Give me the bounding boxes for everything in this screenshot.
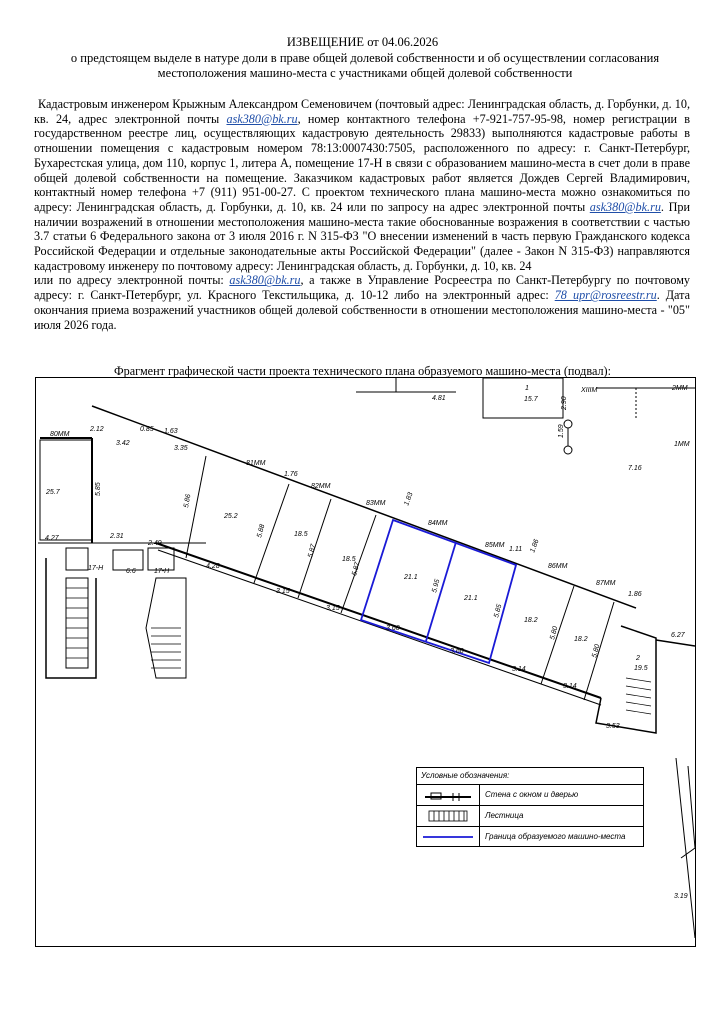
dimension-label: 5.87 bbox=[351, 561, 362, 577]
dimension-label: 83ММ bbox=[366, 500, 386, 507]
text-segment: Кадастровым инженером Крыжным Александром Семеновичем (почтовый адрес: Ленинградская область, д. Горбунки, д. 10, кв. 24, адрес электронной почты bbox=[34, 97, 690, 126]
dimension-label: 2ММ bbox=[672, 385, 688, 392]
text-segment: или по адресу электронной почты: bbox=[34, 273, 230, 288]
dimension-label: 5.95 bbox=[431, 578, 442, 594]
dimension-label: 17-Н bbox=[88, 565, 104, 572]
text-segment: . При наличии возражений в отношении местоположения машино-места такие обоснованные возражения в соответствии с частью 3.7 статьи 6 Федерального закона от 3 июля 2016 г. N 315-ФЗ "О внесении изменений в часть первую Гражданского кодекса Российской Федерации и отдельные законодательные акты Российской Федерации" (далее - Закон N 315-ФЗ) направляются кадастровому инженеру по почтовому адресу: Ленинградская область, д. Горбунки, д. 10, кв. 24 bbox=[34, 199, 691, 273]
dimension-label: 4.28 bbox=[206, 563, 220, 570]
dimension-label: 1.86 bbox=[529, 538, 541, 554]
dimension-label: 18.2 bbox=[524, 617, 538, 624]
dimension-label: 5.80 bbox=[591, 643, 602, 659]
dimension-label: 21.1 bbox=[464, 595, 478, 602]
dimension-label: 25.2 bbox=[224, 513, 238, 520]
dimension-label: 3.14 bbox=[512, 666, 526, 673]
legend-row bbox=[417, 826, 643, 847]
dimension-label: 5.87 bbox=[307, 543, 318, 559]
room-number: 2 bbox=[636, 655, 640, 662]
dimension-label: 1.76 bbox=[284, 471, 298, 478]
dimension-label: 2.90 bbox=[561, 396, 568, 410]
room-outline bbox=[483, 378, 563, 418]
legend-row bbox=[417, 784, 643, 805]
email-link[interactable]: ask380@bk.ru bbox=[589, 199, 661, 214]
dimension-label: 3.60 bbox=[450, 648, 464, 655]
dimension-label: 4.27 bbox=[45, 535, 59, 542]
dimension-label: 80ММ bbox=[50, 431, 70, 438]
dimension-label: 87ММ bbox=[596, 580, 616, 587]
paragraph-2 bbox=[34, 273, 690, 332]
dimension-label: 5.85 bbox=[95, 482, 102, 496]
dimension-label: 19.5 bbox=[634, 665, 648, 672]
dimension-label: 1.11 bbox=[509, 546, 523, 553]
dimension-label: 18.2 bbox=[574, 636, 588, 643]
text-segment: , а также в Управление Росреестра по Санкт-Петербургу по почтовому адресу: г. Санкт-Петербург, ул. Красного Текстильщика, д. 10-12 либо на электронный адрес: bbox=[34, 273, 690, 303]
dimension-label: 25.7 bbox=[46, 489, 60, 496]
dimension-label: 3.60 bbox=[386, 625, 400, 632]
boundary-line-icon bbox=[417, 827, 480, 847]
notice-title: ИЗВЕЩЕНИЕ от 04.06.2026 bbox=[286, 35, 439, 49]
dimension-label: 86ММ bbox=[548, 563, 568, 570]
email-link[interactable]: 78_upr@rosreestr.ru bbox=[554, 288, 657, 303]
dimension-label: 15.7 bbox=[524, 396, 538, 403]
dimension-label: 1.86 bbox=[628, 591, 642, 598]
legend-label: Стена с окном и дверью bbox=[485, 790, 579, 799]
stairs-icon bbox=[417, 806, 480, 826]
plan-legend bbox=[416, 767, 644, 847]
dimension-label: 3.19 bbox=[674, 893, 688, 900]
dimension-label: 6.27 bbox=[671, 632, 685, 639]
dimension-label: 3.53 bbox=[606, 723, 620, 730]
dimension-label: 6.6 bbox=[126, 568, 136, 575]
dimension-label: 81ММ bbox=[246, 460, 266, 467]
dimension-label: 4.81 bbox=[432, 395, 446, 402]
paragraph-1 bbox=[34, 97, 690, 273]
dimension-label: 85ММ bbox=[485, 542, 505, 549]
dimension-label: XIIIМ bbox=[581, 387, 598, 394]
plan-caption: Фрагмент графической части проекта технического плана образуемого машино-места (подвал): bbox=[113, 364, 611, 378]
legend-label: Лестница bbox=[485, 811, 524, 820]
dimension-label: 21.1 bbox=[404, 574, 418, 581]
dimension-label: 17-Н bbox=[154, 568, 170, 575]
dimension-label: 3.42 bbox=[116, 440, 130, 447]
dimension-label: 3.15 bbox=[326, 605, 340, 612]
dimension-label: 82ММ bbox=[311, 483, 331, 490]
dimension-label: 18.5 bbox=[294, 531, 308, 538]
dimension-label: 7.16 bbox=[628, 465, 642, 472]
dimension-label: 1.63 bbox=[164, 428, 178, 435]
floor-plan bbox=[35, 377, 696, 947]
text-segment: . Дата окончания приема возражений участников общей долевой собственности в отношении местоположения машино-места - "05" июля 2026 года. bbox=[34, 288, 690, 332]
dimension-label: 18.5 bbox=[342, 556, 356, 563]
notice-subtitle: о предстоящем выделе в натуре доли в праве общей долевой собственности и об осуществлении согласования местоположения машино-места с участниками общей долевой собственности bbox=[70, 51, 660, 80]
dimension-label: 84ММ bbox=[428, 520, 448, 527]
text-segment: , номер контактного телефона +7-921-757-95-98, номер регистрации в государственном реестре лиц, осуществляющих кадастровую деятельность 29833) выполняются кадастровые работы в отношении помещения с кадастровым номером 78:13:0007430:7505, расположенного по адресу: г. Санкт-Петербург, Бухарестская улица, дом 110, корпус 1, литера А, помещение 17-Н в связи с образованием машино-места в счет доли в праве общей долевой собственности на помещение. Заказчиком кадастровых работ является Дождев Сергей Владимирович, контактный номер телефона +7 (911) 951-00-27. С проектом технического плана машино-места можно ознакомиться по адресу: Ленинградская область, д. Горбунки, д. 10, кв. 24 или по запросу на адрес электронной почты bbox=[34, 111, 690, 214]
dimension-label: 5.85 bbox=[493, 603, 504, 619]
dimension-label: 3.14 bbox=[563, 683, 577, 690]
floor-plan-drawing bbox=[36, 378, 695, 946]
dimension-label: 1.59 bbox=[558, 424, 565, 438]
wall-window-door-icon bbox=[417, 785, 480, 805]
email-link[interactable]: ask380@bk.ru bbox=[229, 273, 301, 288]
legend-title: Условные обозначения: bbox=[421, 771, 510, 780]
notice-body bbox=[34, 97, 690, 332]
dimension-label: 2.31 bbox=[110, 533, 124, 540]
dimension-label: 2.49 bbox=[148, 540, 162, 547]
dimension-label: 1.83 bbox=[403, 491, 415, 507]
email-link[interactable]: ask380@bk.ru bbox=[226, 111, 298, 126]
dimension-label: 1ММ bbox=[674, 441, 690, 448]
legend-row bbox=[417, 805, 643, 826]
room-number: 1 bbox=[525, 385, 529, 392]
dimension-label: 3.35 bbox=[174, 445, 188, 452]
dimension-label: 5.86 bbox=[183, 493, 193, 509]
dimension-label: 3.15 bbox=[276, 588, 290, 595]
dimension-label: 5.80 bbox=[549, 625, 560, 641]
dimension-label: 5.88 bbox=[256, 523, 267, 539]
dimension-label: 0.85 bbox=[140, 426, 154, 433]
legend-label: Граница образуемого машино-места bbox=[485, 832, 626, 841]
dimension-label: 2.12 bbox=[90, 426, 104, 433]
